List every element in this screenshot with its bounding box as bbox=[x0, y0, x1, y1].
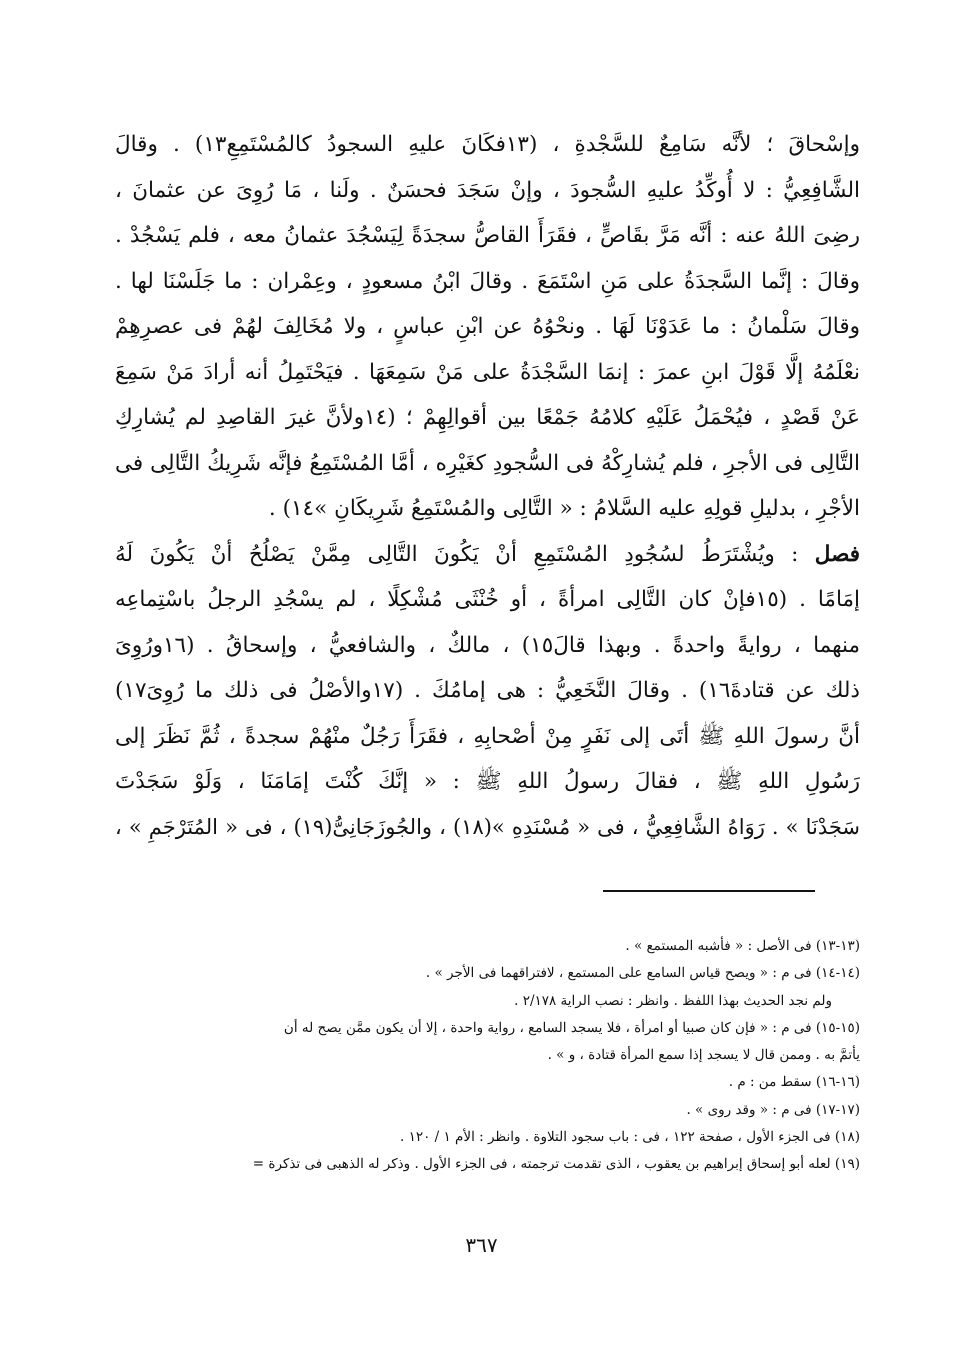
section-heading-line bbox=[115, 532, 860, 578]
text-line: رَسُولِ اللهِ ﷺ ، فقالَ رسولُ اللهِ ﷺ : « إنَّكَ كُنْتَ إمَامَنَا ، وَلَوْ سَجَدْتَ bbox=[115, 769, 860, 794]
footnote: (١٤-١٤) فى م : « ويصح قياس السامع على المستمع ، لافتراقهما فى الأجر » . bbox=[425, 965, 860, 982]
footnote: ولم نجد الحديث بهذا اللفظ . وانظر : نصب الراية ٢/١٧٨ . bbox=[514, 992, 832, 1009]
text-line: الأجْرِ ، بدليلِ قولِهِ عليه السَّلامُ : « التَّالِى والمُسْتَمِعُ شَرِيكَانِ »١٤) . bbox=[268, 496, 860, 521]
text-line: إمَامًا . (١٥فإنْ كان التَّالِى امرأةً ، أو خُنْثَى مُشْكِلًا ، لم يسْجُدِ الرجلُ باسْتِماعِه bbox=[115, 587, 860, 612]
footnote: (١٥-١٥) فى م : « فإن كان صبيا أو امرأة ، فلا يسجد السامع ، رواية واحدة ، إلا أن يكون ممَّن يصح له أن bbox=[283, 1019, 860, 1036]
text-line: عَنْ قَصْدٍ ، فيُحْمَلُ عَلَيْهِ كلامُهُ جَمْعًا بين أقوالِهِمْ ؛ (١٤ولأنَّ غيرَ القاصِدِ لم يُشارِكِ bbox=[115, 405, 860, 430]
footnote: (١٧-١٧) فى م : « وقد روى » . bbox=[686, 1101, 860, 1118]
text-line: سَجَدْنَا » . رَوَاهُ الشَّافِعِيُّ ، فى « مُسْنَدِهِ »(١٨) ، والجُوزَجَانِىُّ(١٩) ، فى « المُتَرْجَمِ » ، bbox=[115, 814, 860, 839]
text-line: أنَّ رسولَ اللهِ ﷺ أتَى إلى نَفَرٍ مِنْ أصْحابِهِ ، فقَرَأَ رَجُلٌ منْهُمْ سجدةً ، ثُمَّ نَظَرَ إلى bbox=[115, 723, 860, 749]
text-line: وإسْحاقَ ؛ لأنَّه سَامِعٌ للسَّجْدةِ ، (١٣فكَانَ عليهِ السجودُ كالمُسْتَمِعِ١٣) . وقالَ bbox=[115, 132, 860, 157]
text-line: منهما ، روايةً واحدةً . وبهذا قالَ١٥) ، مالكٌ ، والشافعيُّ ، وإسحاقُ . (١٦ورُوِىَ bbox=[115, 632, 860, 658]
main-text bbox=[115, 122, 860, 850]
footnotes bbox=[115, 933, 860, 1179]
text-line: الشَّافِعِيُّ : لا أُوكِّدُ عليهِ السُّجودَ ، وإنْ سَجَدَ فحسَنٌ . ولَنا ، مَا رُوِىَ عن عثمانَ ، bbox=[115, 177, 860, 203]
section-heading-text: : ويُشْتَرَطُ لسُجُودِ المُسْتَمِعِ أنْ يَكُونَ التَّالِى مِمَّنْ يَصْلُحُ أنْ يَكُونَ لَهُ bbox=[115, 541, 815, 567]
text-line: وقالَ سَلْمانُ : ما عَدَوْنَا لَهَا . ونحْوُهُ عن ابْنِ عباسٍ ، ولا مُخَالِفَ لهُمْ فى عصرِهِمْ bbox=[115, 314, 860, 339]
text-line: وقالَ : إنَّما السَّجدَةُ على مَنِ اسْتَمَعَ . وقالَ ابْنُ مسعودٍ ، وعِمْران : ما جَلَسْنَا لها . bbox=[115, 268, 860, 294]
page-number: ٣٦٧ bbox=[465, 1233, 498, 1257]
text-line: رضِىَ اللهُ عنه : أنَّه مَرَّ بقَاصٍّ ، فقَرَأَ القاصُّ سجدَةً لِيَسْجُدَ عثمانُ معه ، فلم يَسْجُدْ . bbox=[115, 223, 860, 248]
section-label: فصل bbox=[814, 541, 860, 567]
footnote: (١٣-١٣) فى الأصل : « فأشبه المستمع » . bbox=[625, 938, 860, 954]
text-line: ذلك عن قتادةَ١٦) . وقالَ النَّخَعِيُّ : هى إمامُكَ . (١٧والأصْلُ فى ذلك ما رُوِىَ١٧) bbox=[115, 678, 860, 703]
footnote: يأتمَّ به . وممن قال لا يسجد إذا سمع المرأة قتادة ، و » . bbox=[547, 1047, 860, 1064]
footnote: (١٦-١٦) سقط من : م . bbox=[728, 1074, 860, 1091]
text-line: التَّالِى فى الأجرِ ، فلم يُشارِكْهُ فى السُّجودِ كغَيْرِه ، أمَّا المُسْتَمِعُ فإنَّه شَرِيكُ التَّالِى فى bbox=[115, 450, 860, 476]
footnote-separator bbox=[603, 890, 815, 892]
footnote: (١٩) لعله أبو إسحاق إبراهيم بن يعقوب ، الذى تقدمت ترجمته ، فى الجزء الأول . وذكر له الذهبى فى تذكرة = bbox=[252, 1156, 860, 1173]
footnote: (١٨) فى الجزء الأول ، صفحة ١٢٢ ، فى : باب سجود التلاوة . وانظر : الأم ١ / ١٢٠ . bbox=[399, 1129, 860, 1146]
text-line: نعْلَمُهُ إلَّا قَوْلَ ابنِ عمرَ : إنمَا السَّجْدَةُ على مَنْ سَمِعَهَا . فيَحْتَمِلُ أنه أرادَ مَنْ سَمِعَ bbox=[115, 359, 860, 385]
